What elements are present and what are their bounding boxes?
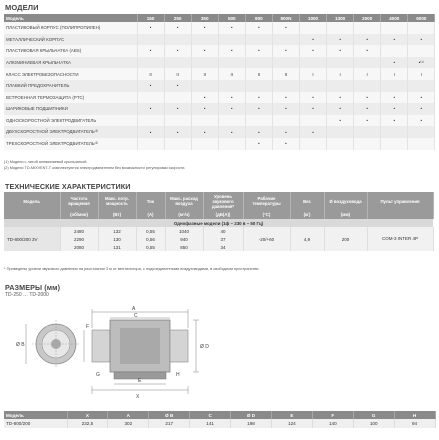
feature-cell	[245, 80, 272, 92]
dim-label-h: H	[176, 372, 180, 378]
spec-unit	[4, 210, 60, 219]
features-row	[4, 45, 435, 57]
feature-cell	[164, 115, 191, 127]
dimension-value: 302	[108, 419, 149, 428]
dim-label-c: C	[134, 313, 138, 319]
feature-cell: II	[245, 68, 272, 80]
feature-cell: •	[354, 92, 381, 104]
dimension-header: A	[108, 411, 149, 419]
dimension-value: 232,5	[67, 419, 108, 428]
dimension-header: G	[353, 411, 394, 419]
feature-cell: •	[245, 92, 272, 104]
feature-cell: •	[381, 103, 408, 115]
feature-cell: I	[408, 68, 435, 80]
feature-cell: •	[164, 80, 191, 92]
feature-cell	[191, 80, 218, 92]
features-header-size: 4000	[381, 14, 408, 22]
feature-cell: •	[191, 22, 218, 34]
feature-cell: •	[218, 126, 245, 138]
feature-cell: •	[245, 45, 272, 57]
feature-label: ОДНОСКОРОСТНОЙ ЭЛЕКТРОДВИГАТЕЛЬ	[4, 115, 137, 127]
spec-unit: (мм)	[324, 210, 367, 219]
spec-weight: 4,9	[290, 227, 324, 251]
features-row	[4, 80, 435, 92]
feature-cell	[381, 22, 408, 34]
feature-cell: •	[299, 45, 326, 57]
feature-cell: I	[299, 68, 326, 80]
feature-label: ДВУХСКОРОСТНОЙ ЭЛЕКТРОДВИГАТЕЛЬ⁽²⁾	[4, 126, 137, 138]
feature-cell: •	[191, 45, 218, 57]
spec-unit	[367, 210, 433, 219]
dimensions-table	[4, 411, 436, 428]
features-row	[4, 22, 435, 34]
spec-header: Рабочие температуры	[243, 192, 290, 210]
dimensions-title: РАЗМЕРЫ (мм)	[5, 283, 61, 292]
dimension-header: X	[67, 411, 108, 419]
feature-cell: I	[381, 68, 408, 80]
feature-cell: •	[272, 22, 299, 34]
dimension-header: F	[312, 411, 353, 419]
footnote-2: (2) Модели TD-MIXVENT-T комплектуются электродвигателем без возможности регулировки скорости.	[4, 166, 186, 170]
feature-cell: •	[272, 45, 299, 57]
feature-cell	[137, 57, 164, 69]
feature-cell: •	[218, 45, 245, 57]
dimension-header: E	[271, 411, 312, 419]
features-row	[4, 34, 435, 46]
feature-cell	[272, 80, 299, 92]
feature-cell	[164, 57, 191, 69]
feature-cell	[327, 80, 354, 92]
spec-power: 132	[98, 227, 136, 235]
spec-temperature: -20/+60	[243, 227, 290, 251]
feature-cell	[137, 138, 164, 150]
spec-header: Макс. потр. мощность	[98, 192, 136, 210]
feature-cell	[354, 138, 381, 150]
feature-cell: •	[272, 92, 299, 104]
dimension-header: Ø B	[149, 411, 190, 419]
feature-cell: •	[381, 115, 408, 127]
feature-cell	[191, 115, 218, 127]
spec-current: 0,56	[136, 235, 165, 243]
feature-cell: •	[191, 103, 218, 115]
feature-cell	[137, 115, 164, 127]
feature-cell	[299, 80, 326, 92]
feature-cell	[218, 80, 245, 92]
feature-cell: •	[408, 103, 435, 115]
feature-label: ШАРИКОВЫЕ ПОДШИПНИКИ	[4, 103, 137, 115]
feature-cell	[164, 92, 191, 104]
feature-cell: •	[299, 92, 326, 104]
dim-label-d: Ø D	[200, 344, 209, 350]
feature-cell	[408, 45, 435, 57]
dim-label-g: G	[96, 372, 100, 378]
features-header-model: Модель	[4, 14, 137, 22]
feature-label: ВСТРОЕННАЯ ТЕРМОЗАЩИТА (PTC)	[4, 92, 137, 104]
features-header-size: 2000	[354, 14, 381, 22]
feature-cell	[381, 45, 408, 57]
single-phase-band: Однофазные модели (1ф – 230 в – 50 Гц)	[4, 219, 433, 227]
feature-cell	[164, 34, 191, 46]
dimensions-header-row	[4, 411, 435, 419]
feature-cell: •	[137, 103, 164, 115]
spec-airflow: 940	[165, 235, 203, 243]
feature-cell: •	[354, 45, 381, 57]
features-header-row	[4, 14, 435, 22]
dim-label-b: Ø B	[16, 342, 25, 348]
features-row	[4, 68, 435, 80]
feature-cell: •	[272, 103, 299, 115]
spec-current: 0,55	[136, 243, 165, 251]
features-header-size: 250	[164, 14, 191, 22]
specs-units-row	[4, 210, 433, 219]
feature-cell	[408, 80, 435, 92]
feature-cell: •	[327, 45, 354, 57]
feature-cell	[137, 34, 164, 46]
dimension-header: Модель	[4, 411, 67, 419]
dimensions-subtitle: TD-250 … TD-2000	[5, 292, 49, 298]
features-header-size: 160	[137, 14, 164, 22]
feature-cell: •	[408, 92, 435, 104]
feature-cell	[381, 138, 408, 150]
feature-cell	[299, 138, 326, 150]
dim-label-a: A	[132, 306, 136, 312]
features-row	[4, 103, 435, 115]
features-header-size: 6000	[408, 14, 435, 22]
features-header-size: 1000	[299, 14, 326, 22]
feature-cell	[272, 34, 299, 46]
feature-cell	[245, 115, 272, 127]
dimension-value: 124	[271, 419, 312, 428]
feature-cell: •⁽¹⁾	[408, 57, 435, 69]
feature-cell	[299, 57, 326, 69]
feature-label: АЛЮМИНИЕВАЯ КРЫЛЬЧАТКА	[4, 57, 137, 69]
dimension-value: 141	[190, 419, 231, 428]
dim-label-f: F	[86, 324, 90, 330]
spec-unit: (дБ(А))	[203, 210, 243, 219]
feature-cell: •	[354, 103, 381, 115]
feature-cell: •	[218, 92, 245, 104]
features-header-size: 800N	[272, 14, 299, 22]
spec-speed: 2480	[60, 227, 98, 235]
feature-cell: •	[191, 92, 218, 104]
feature-label: КЛАСС ЭЛЕКТРОБЕЗОПАСНОСТИ	[4, 68, 137, 80]
feature-cell: •	[137, 80, 164, 92]
specs-row-1	[4, 227, 433, 235]
feature-cell: •	[137, 22, 164, 34]
spec-airflow: 850	[165, 243, 203, 251]
dim-label-x: X	[136, 394, 140, 400]
feature-cell: •	[272, 126, 299, 138]
feature-cell: •	[218, 103, 245, 115]
spec-header: Ø воздуховода	[324, 192, 367, 210]
dimension-value: 198	[231, 419, 272, 428]
spec-noise: 34	[203, 243, 243, 251]
feature-cell	[272, 115, 299, 127]
spec-model: TD-800/200 3V	[4, 227, 60, 251]
dimension-header: C	[190, 411, 231, 419]
features-header-size: 1300	[327, 14, 354, 22]
feature-cell: •	[137, 45, 164, 57]
feature-label: ПЛАВКИЙ ПРЕДОХРАНИТЕЛЬ	[4, 80, 137, 92]
feature-cell: •	[354, 34, 381, 46]
feature-cell	[191, 57, 218, 69]
spec-unit: (об/мин)	[60, 210, 98, 219]
footnote-1: (1) Модели с литой алюминиевой крыльчаткой.	[4, 160, 88, 164]
feature-cell: •	[191, 126, 218, 138]
dimension-value: TD-800/200	[4, 419, 67, 428]
feature-label: ТРЕХСКОРОСТНОЙ ЭЛЕКТРОДВИГАТЕЛЬ⁽²⁾	[4, 138, 137, 150]
feature-cell	[408, 126, 435, 138]
spec-header: Пульт управления	[367, 192, 433, 210]
feature-cell: II	[272, 68, 299, 80]
feature-cell: •	[327, 103, 354, 115]
feature-cell: •	[164, 126, 191, 138]
dimension-value: 140	[312, 419, 353, 428]
spec-header: Макс. расход воздуха	[165, 192, 203, 210]
feature-cell: •	[381, 57, 408, 69]
spec-duct: 200	[324, 227, 367, 251]
feature-cell	[354, 126, 381, 138]
spec-power: 131	[98, 243, 136, 251]
feature-cell	[191, 138, 218, 150]
feature-cell	[408, 22, 435, 34]
features-row	[4, 126, 435, 138]
feature-cell	[354, 57, 381, 69]
feature-cell: •	[164, 22, 191, 34]
feature-cell	[164, 138, 191, 150]
specs-title: ТЕХНИЧЕСКИЕ ХАРАКТЕРИСТИКИ	[5, 182, 131, 191]
feature-cell: •	[245, 126, 272, 138]
feature-cell: •	[245, 138, 272, 150]
spec-header: Уровень звукового давления*	[203, 192, 243, 210]
fan-dimension-drawing	[4, 300, 434, 402]
specs-band-row	[4, 219, 433, 227]
features-row	[4, 57, 435, 69]
dimension-value: 217	[149, 419, 190, 428]
spec-unit: (Вт)	[98, 210, 136, 219]
feature-cell	[218, 57, 245, 69]
feature-cell: II	[137, 68, 164, 80]
feature-cell: •	[381, 34, 408, 46]
feature-cell: II	[164, 68, 191, 80]
spec-airflow: 1040	[165, 227, 203, 235]
feature-cell	[245, 34, 272, 46]
spec-noise: 40	[203, 227, 243, 235]
specs-header-row	[4, 192, 433, 210]
feature-cell	[218, 138, 245, 150]
feature-cell	[191, 34, 218, 46]
feature-cell: •	[354, 115, 381, 127]
spec-current: 0,55	[136, 227, 165, 235]
feature-cell: I	[354, 68, 381, 80]
spec-unit: (°С)	[243, 210, 290, 219]
feature-label: МЕТАЛЛИЧЕСКИЙ КОРПУС	[4, 34, 137, 46]
models-title: МОДЕЛИ	[5, 3, 39, 12]
spec-speed: 2080	[60, 243, 98, 251]
dimension-value: 94	[394, 419, 435, 428]
spec-unit: (м³/ч)	[165, 210, 203, 219]
feature-cell: •	[408, 115, 435, 127]
feature-cell: I	[327, 68, 354, 80]
dim-label-e: E	[138, 378, 142, 384]
features-header-size: 800	[245, 14, 272, 22]
feature-cell	[327, 22, 354, 34]
feature-cell: •	[327, 92, 354, 104]
feature-cell: •	[381, 92, 408, 104]
feature-cell: •	[245, 22, 272, 34]
feature-cell: •	[327, 34, 354, 46]
dimension-header: Ø D	[231, 411, 272, 419]
feature-cell	[218, 115, 245, 127]
feature-cell	[245, 57, 272, 69]
feature-label: ПЛАСТИКОВЫЙ КОРПУС (ПОЛИПРОПИЛЕН)	[4, 22, 137, 34]
spec-header: Ток	[136, 192, 165, 210]
dimension-value: 100	[353, 419, 394, 428]
feature-cell: II	[191, 68, 218, 80]
spec-unit: (А)	[136, 210, 165, 219]
spec-power: 130	[98, 235, 136, 243]
feature-cell	[327, 126, 354, 138]
feature-cell: •	[245, 103, 272, 115]
features-header-size: 500	[218, 14, 245, 22]
spec-header: Модель	[4, 192, 60, 210]
features-header-size: 350	[191, 14, 218, 22]
spec-header: Частота вращения	[60, 192, 98, 210]
features-row	[4, 92, 435, 104]
feature-cell: •	[327, 115, 354, 127]
feature-cell	[381, 80, 408, 92]
spec-header: Вес	[290, 192, 324, 210]
features-row	[4, 115, 435, 127]
feature-cell	[299, 115, 326, 127]
dimension-header: H	[394, 411, 435, 419]
feature-cell: •	[299, 34, 326, 46]
feature-cell	[299, 22, 326, 34]
feature-cell	[272, 57, 299, 69]
spec-noise: 37	[203, 235, 243, 243]
feature-cell	[327, 57, 354, 69]
feature-cell	[354, 80, 381, 92]
spec-unit: (кг)	[290, 210, 324, 219]
feature-cell	[137, 92, 164, 104]
dimensions-data-row	[4, 419, 435, 428]
feature-cell: •	[272, 138, 299, 150]
feature-cell: •	[299, 126, 326, 138]
feature-cell	[354, 22, 381, 34]
feature-cell: •	[137, 126, 164, 138]
feature-cell: II	[218, 68, 245, 80]
feature-cell: •	[408, 34, 435, 46]
spec-speed: 2290	[60, 235, 98, 243]
feature-label: ПЛАСТИКОВАЯ КРЫЛЬЧАТКА (ABS)	[4, 45, 137, 57]
feature-cell: •	[164, 103, 191, 115]
features-table	[4, 14, 435, 150]
feature-cell: •	[164, 45, 191, 57]
features-row	[4, 138, 435, 150]
feature-cell	[218, 34, 245, 46]
noise-note: * Приведены уровни звукового давления на расстоянии 3 м от вентилятора, с подсоединенными воздуховодами, в свободном пространстве.	[4, 266, 260, 271]
feature-cell	[408, 138, 435, 150]
specs-table	[4, 192, 434, 251]
feature-cell	[327, 138, 354, 150]
feature-cell	[381, 126, 408, 138]
feature-cell: •	[218, 22, 245, 34]
spec-control: COM-3 INTER 4P	[367, 227, 433, 251]
feature-cell: •	[299, 103, 326, 115]
